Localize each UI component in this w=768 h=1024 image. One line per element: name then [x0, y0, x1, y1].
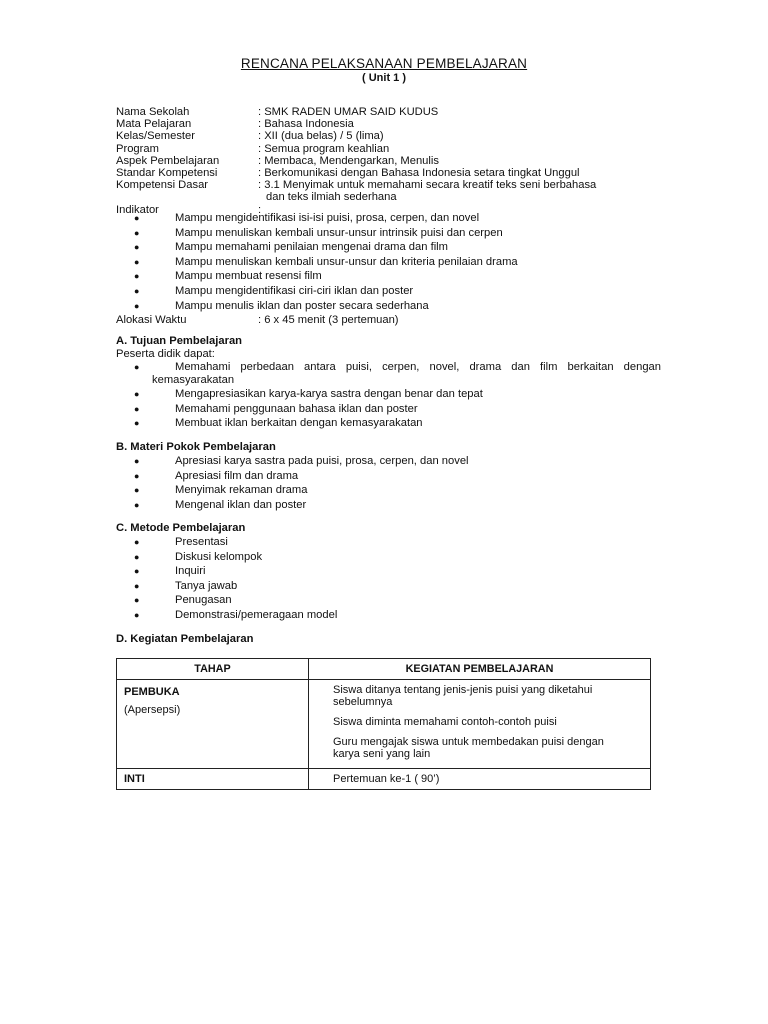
activity-text: Siswa diminta memahami contoh-contoh puisi	[333, 716, 557, 728]
bullet-icon: ●	[134, 456, 140, 466]
info-label: Standar Kompetensi	[116, 166, 218, 179]
table-row	[117, 769, 651, 790]
bullet-icon: ●	[134, 213, 140, 223]
info-label: Kompetensi Dasar	[116, 179, 209, 192]
bullet-icon: ●	[134, 362, 140, 372]
info-value: : XII (dua belas) / 5 (lima)	[258, 130, 384, 143]
document-page: RENCANA PELAKSANAAN PEMBELAJARAN ( Unit 1 ) Nama Sekolah : SMK RADEN UMAR SAID KUDUS Mata Pelajaran : Bahasa Indonesia Kelas/Semester : XII (dua belas) / 5 (lima) Program : Semua program keahlian Aspek Pembelajaran : Membaca, Mendengarkan, Menulis Standar Kompetensi : Berkomunikasi dengan Bahasa Indonesia setara tingkat Unggul Kompetensi Dasar : 3.1 Menyimak untuk memahami secara kreatif teks seni berbahasa dan teks ilmiah sederhana Indikator : ● Mampu mengidentifikasi isi-isi puisi, prosa, cerpen, dan novel ● Mampu menuliskan kembali unsur-unsur intrinsik puisi dan cerpen ● Mampu memahami penilaian mengenai drama dan film ● Mampu menuliskan kembali unsur-unsur dan kriteria penilaian drama ● Mampu membuat resensi film ● Mampu mengidentifikasi ciri-ciri iklan dan poster ● Mampu menulis iklan dan poster secara sederhana Alokasi Waktu : 6 x 45 menit (3 pertemuan) A. Tujuan Pembelajaran Peserta didik dapat: ● Memahami perbedaan antara puisi, cerpen, novel, drama dan film berkaitan dengan kemasyarakatan ● Mengapresiasikan karya-karya sastra dengan benar dan tepat ● Memahami penggunaan bahasa iklan dan poster ● Membuat iklan berkaitan dengan kemasyarakatan B. Materi Pokok Pembelajaran ● Apresiasi karya sastra pada puisi, prosa, cerpen, dan novel ● Apresiasi film dan drama ● Menyimak rekaman drama ● Mengenal iklan dan poster C. Metode Pembelajaran ● Presentasi ● Diskusi kelompok ● Inquiri ● Tanya jawab ● Penugasan ● Demonstrasi/pemeragaan model D. Kegiatan Pembelajaran TAHAP KEGIATAN PEMBELAJARAN PEMBUKA (Apersepsi) Siswa ditanya tentang jenis-jenis puisi yang diketahui sebelumnya Siswa diminta memahami contoh-contoh puisi Guru mengajak siswa untuk membedakan puisi dengan karya seni yang lain INTI Pertemuan ke-1 ( 90’)	[0, 0, 768, 1024]
stage-name: PEMBUKA	[124, 686, 180, 698]
bullet-icon: ●	[134, 300, 140, 311]
section-a-intro: Peserta didik dapat:	[116, 348, 215, 360]
bullet-icon: ●	[134, 485, 140, 496]
table-header-row	[117, 659, 651, 680]
info-label: Indikator	[116, 203, 159, 216]
document-subtitle: ( Unit 1 )	[362, 72, 406, 84]
bullet-icon: ●	[134, 227, 140, 238]
activity-cell	[309, 680, 651, 769]
info-label: Mata Pelajaran	[116, 118, 192, 131]
info-value: : Bahasa Indonesia	[258, 118, 354, 131]
kegiatan-table	[116, 658, 651, 790]
alokasi-row	[116, 314, 399, 326]
info-value: : Berkomunikasi dengan Bahasa Indonesia setara tingkat Unggul	[258, 166, 580, 179]
alokasi-value: : 6 x 45 menit (3 pertemuan)	[258, 314, 399, 326]
bullet-icon: ●	[134, 499, 140, 510]
alokasi-label: Alokasi Waktu	[116, 314, 187, 326]
bullet-icon: ●	[134, 580, 140, 591]
tujuan-first-line: Memahami perbedaan antara puisi, cerpen, novel, drama dan film berkaitan dengan	[175, 361, 661, 373]
bullet-icon: ●	[134, 418, 140, 429]
section-c-heading: C. Metode Pembelajaran	[116, 522, 246, 534]
info-value: :	[258, 203, 262, 216]
table-row	[117, 680, 651, 769]
bullet-icon: ●	[134, 285, 140, 296]
table-header-kegiatan: KEGIATAN PEMBELAJARAN	[309, 659, 651, 680]
info-label: Kelas/Semester	[116, 130, 195, 143]
info-value: : Membaca, Mendengarkan, Menulis	[258, 154, 439, 167]
bullet-icon: ●	[134, 470, 140, 481]
bullet-icon: ●	[134, 609, 140, 620]
bullet-icon: ●	[134, 595, 140, 606]
bullet-icon: ●	[134, 551, 140, 562]
stage-note: (Apersepsi)	[124, 704, 181, 716]
bullet-icon: ●	[134, 566, 140, 577]
info-value: : 3.1 Menyimak untuk memahami secara kreatif teks seni berbahasa	[258, 179, 597, 192]
section-a-heading: A. Tujuan Pembelajaran	[116, 335, 242, 347]
table-header-tahap: TAHAP	[117, 659, 309, 680]
info-label: Nama Sekolah	[116, 106, 190, 118]
bullet-icon: ●	[134, 256, 140, 267]
info-value: : Semua program keahlian	[258, 142, 390, 155]
info-label: Aspek Pembelajaran	[116, 154, 220, 167]
tujuan-first-continuation: kemasyarakatan	[152, 374, 235, 386]
info-value-continuation: dan teks ilmiah sederhana	[266, 191, 397, 204]
bullet-icon: ●	[134, 242, 140, 253]
activity-text: Pertemuan ke-1 ( 90’)	[309, 769, 651, 790]
bullet-icon: ●	[134, 389, 140, 399]
section-d-heading: D. Kegiatan Pembelajaran	[116, 633, 254, 645]
section-b-heading: B. Materi Pokok Pembelajaran	[116, 441, 276, 453]
activity-text: Guru mengajak siswa untuk membedakan puisi dengan karya seni yang lain	[333, 736, 604, 760]
document-title: RENCANA PELAKSANAAN PEMBELAJARAN	[240, 56, 528, 71]
bullet-icon: ●	[134, 271, 140, 282]
stage-name: INTI	[117, 769, 309, 790]
bullet-icon: ●	[134, 537, 140, 547]
info-value: : SMK RADEN UMAR SAID KUDUS	[258, 106, 439, 118]
bullet-icon: ●	[134, 403, 140, 414]
stage-cell	[117, 680, 309, 769]
info-label: Program	[116, 142, 159, 155]
activity-text: Siswa ditanya tentang jenis-jenis puisi yang diketahui sebelumnya	[333, 684, 593, 708]
